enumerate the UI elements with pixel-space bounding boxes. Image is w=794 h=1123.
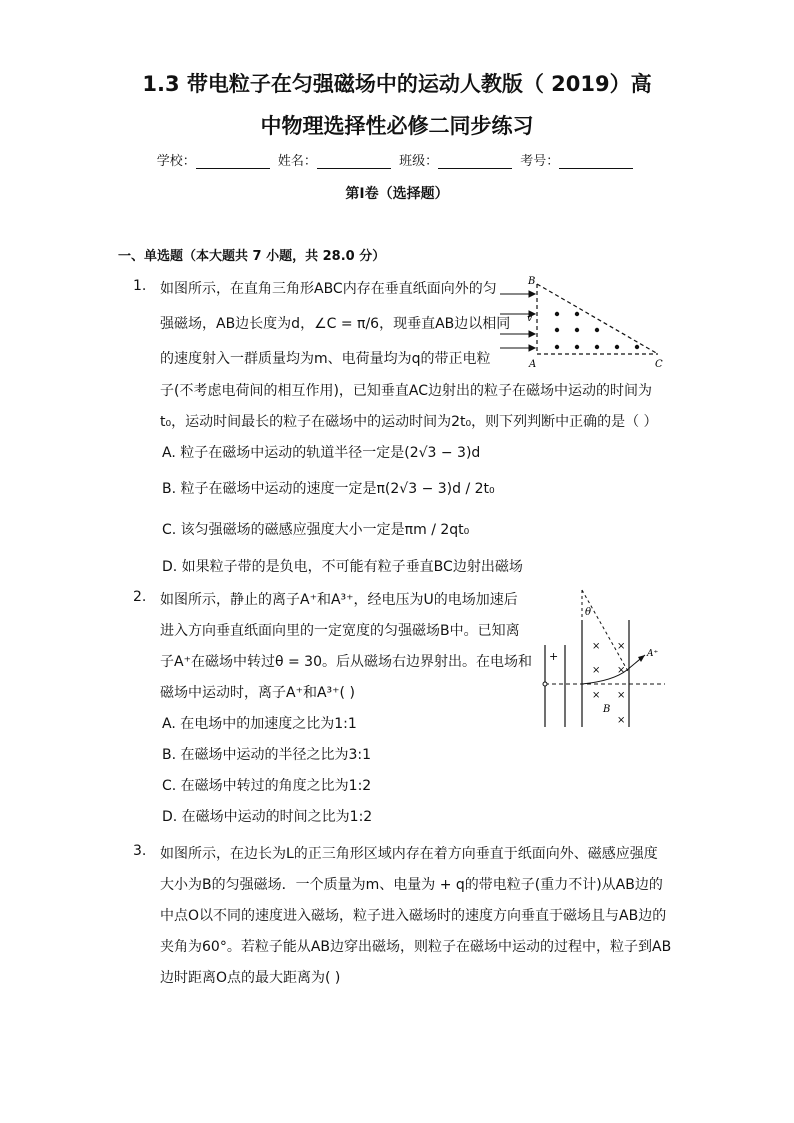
question-1-option-d[interactable]: D. 如果粒子带的是负电，不可能有粒子垂直BC边射出磁场 <box>162 559 523 575</box>
question-2-line-2: 进入方向垂直纸面向里的一定宽度的匀强磁场B中。已知离 <box>160 623 520 639</box>
question-1-number: 1. <box>133 278 147 294</box>
question-2-line-3: 子A⁺在磁场中转过θ = 30。后从磁场右边界射出。在电场和 <box>160 654 532 670</box>
question-2-option-c[interactable]: C. 在磁场中转过的角度之比为1:2 <box>162 778 372 794</box>
question-2-line-4: 磁场中运动时，离子A⁺和A³⁺( ) <box>160 685 355 701</box>
field-dots <box>555 312 639 349</box>
question-3-line-3: 中点O以不同的速度进入磁场，粒子进入磁场时的速度方向垂直于磁场且与AB边的 <box>160 908 667 924</box>
question-1-line-4: 子(不考虑电荷间的相互作用)，已知垂直AC边射出的粒子在磁场中运动的时间为 <box>160 383 653 399</box>
class-blank[interactable] <box>438 155 512 169</box>
cross-mark: × <box>592 641 601 652</box>
question-3-line-4: 夹角为60°。若粒子能从AB边穿出磁场，则粒子在磁场中运动的过程中，粒子到AB <box>160 939 672 955</box>
question-3-line-1: 如图所示，在边长为L的正三角形区域内存在着方向垂直于纸面向外、磁感应强度 <box>160 846 658 862</box>
label-a: A <box>529 359 537 370</box>
class-label: 班级： <box>399 154 439 169</box>
question-1-option-b[interactable]: B. 粒子在磁场中运动的速度一定是π(2√3 − 3)d / 2t₀ <box>162 481 495 497</box>
b-label: B <box>603 704 611 715</box>
part-title: 第I卷（选择题） <box>345 186 449 202</box>
cross-mark: × <box>617 641 626 652</box>
question-2-line-1: 如图所示，静止的离子A⁺和A³⁺，经电压为U的电场加速后 <box>160 592 518 608</box>
exam-no-label: 考号： <box>520 154 560 169</box>
question-3-line-2: 大小为B的匀强磁场．一个质量为m、电量为 + q的带电粒子(重力不计)从AB边的 <box>160 877 663 893</box>
question-1-option-c[interactable]: C. 该匀强磁场的磁感应强度大小一定是πm / 2qt₀ <box>162 522 470 538</box>
doc-title-line1: 1.3 带电粒子在匀强磁场中的运动人教版（ 2019）高 <box>142 72 652 96</box>
question-2-option-a[interactable]: A. 在电场中的加速度之比为1:1 <box>162 716 357 732</box>
cross-mark: × <box>617 690 626 701</box>
cross-mark: × <box>617 665 626 676</box>
question-1-line-2: 强磁场，AB边长度为d，∠C = π/6，现垂直AB边以相同 <box>160 316 511 332</box>
question-2-option-b[interactable]: B. 在磁场中运动的半径之比为3:1 <box>162 747 372 763</box>
cross-mark: × <box>592 690 601 701</box>
school-blank[interactable] <box>196 155 270 169</box>
cross-mark: × <box>592 665 601 676</box>
doc-title-line2: 中物理选择性必修二同步练习 <box>260 114 534 138</box>
question-3-number: 3. <box>133 843 147 859</box>
label-c: C <box>655 359 663 370</box>
name-blank[interactable] <box>317 155 391 169</box>
question-2-option-d[interactable]: D. 在磁场中运动的时间之比为1:2 <box>162 809 373 825</box>
question-1-figure <box>495 272 670 372</box>
question-1-line-3: 的速度射入一群质量均为m、电荷量均为q的带正电粒 <box>160 351 491 367</box>
student-info-row <box>0 150 794 169</box>
name-label: 姓名： <box>277 154 317 169</box>
ion-label: A⁺ <box>647 649 659 659</box>
question-1-option-a[interactable]: A. 粒子在磁场中运动的轨道半径一定是(2√3 − 3)d <box>162 445 481 461</box>
label-b: B <box>528 276 536 287</box>
question-1-line-5: t₀，运动时间最长的粒子在磁场中的运动时间为2t₀，则下列判断中正确的是（ ） <box>160 414 658 430</box>
question-1-line-1: 如图所示，在直角三角形ABC内存在垂直纸面向外的匀 <box>160 281 497 297</box>
plus-sign: + <box>549 650 559 663</box>
exam-no-blank[interactable] <box>559 155 633 169</box>
question-3-line-5: 边时距离O点的最大距离为( ) <box>160 970 341 986</box>
school-label: 学校： <box>156 154 196 169</box>
label-v: v <box>527 314 533 324</box>
theta-label: θ <box>585 607 592 618</box>
question-2-figure <box>535 585 670 730</box>
cross-mark: × <box>617 715 626 726</box>
question-2-number: 2. <box>133 589 147 605</box>
section-title: 一、单选题（本大题共 7 小题，共 28.0 分） <box>118 249 386 264</box>
